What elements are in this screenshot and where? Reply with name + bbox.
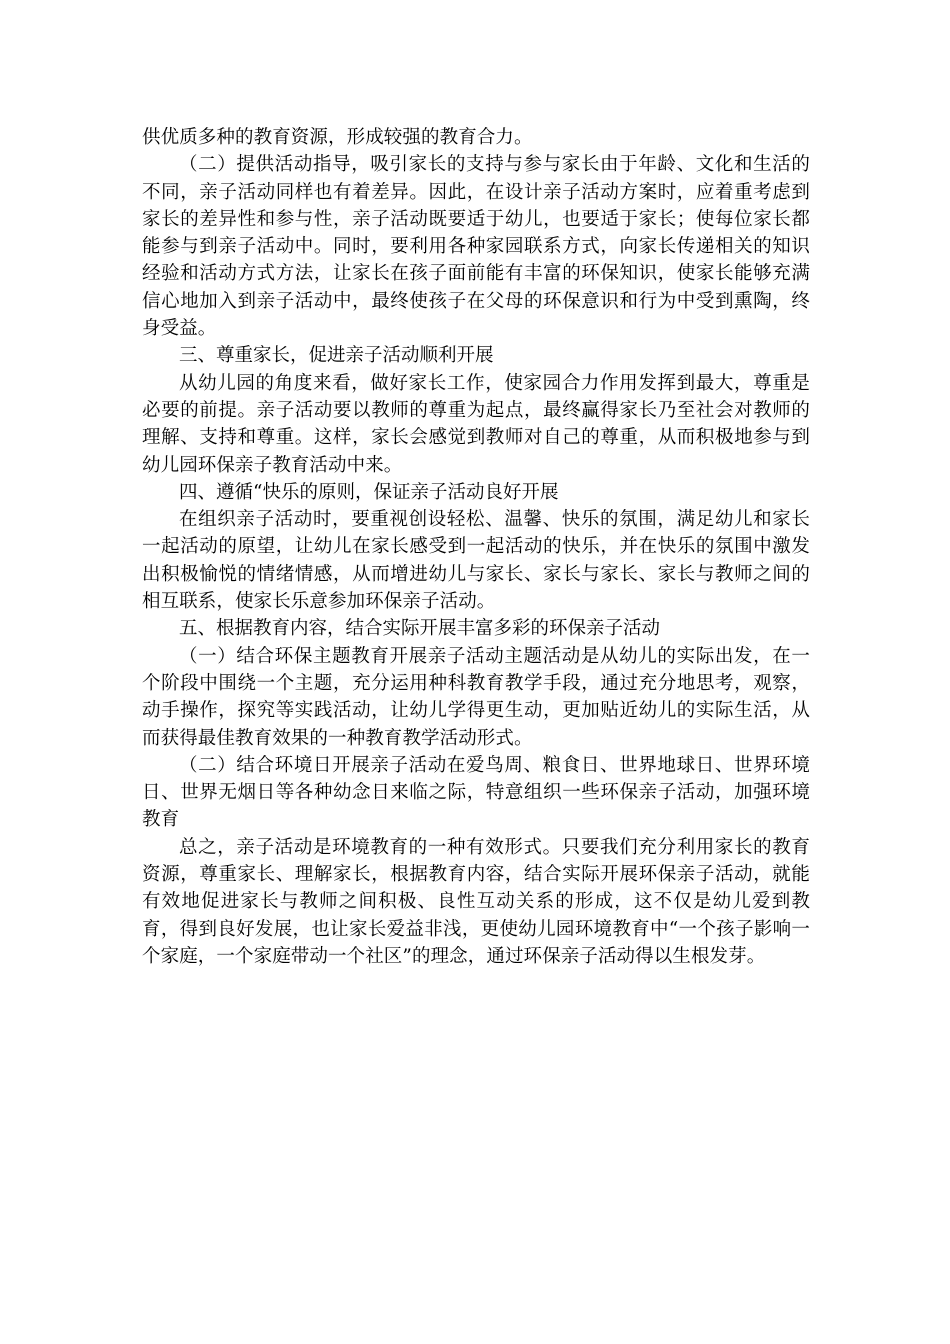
section-heading-happy-principle: 四、遵循“快乐的原则，保证亲子活动良好开展 <box>179 481 559 503</box>
paragraph-conclusion: 总之，亲子活动是环境教育的一种有效形式。只要我们充分利用家长的教育资源，尊重家长、理解家长，根据教育内容，结合实际开展环保亲子活动，就能有效地促进家长与教师之间积极、良性互动关系的形成，这不仅是幼儿爱到教育，得到良好发展，也让家长爱益非浅，更使幼儿园环境教育中“一个孩子影响一个家庭，一个家庭带动一个社区”的理念，通过环保亲子活动得以生根发芽。 <box>142 836 810 967</box>
paragraph-theme-education: （一）结合环保主题教育开展亲子活动主题活动是从幼儿的实际出发，在一个阶段中围绕一个主题，充分运用种科教育教学手段，通过充分地思考，观察，动手操作，探究等实践活动，让幼儿学得更生动，更加贴近幼儿的实际生活，从而获得最佳教育效果的一种教育教学活动形式。 <box>142 645 810 749</box>
paragraph-environment-day: （二）结合环境日开展亲子活动在爱鸟周、粮食日、世界地球日、世界环境日、世界无烟日等各种幼念日来临之际，特意组织一些环保亲子活动，加强环境教育 <box>142 754 810 831</box>
document-page <box>142 124 810 970</box>
section-heading-education-content: 五、根据教育内容，结合实际开展丰富多彩的环保亲子活动 <box>179 618 661 640</box>
section-heading-respect-parents: 三、尊重家长，促进亲子活动顺利开展 <box>179 345 494 367</box>
paragraph-activity-guidance: （二）提供活动指导，吸引家长的支持与参与家长由于年龄、文化和生活的不同，亲子活动同样也有着差异。因此，在设计亲子活动方案时，应着重考虑到家长的差异性和参与性，亲子活动既要适于幼儿，也要适于家长；使每位家长都能参与到亲子活动中。同时，要利用各种家园联系方式，向家长传递相关的知识经验和活动方式方法，让家长在孩子面前能有丰富的环保知识，使家长能够充满信心地加入到亲子活动中，最终使孩子在父母的环保意识和行为中受到熏陶，终身受益。 <box>142 154 810 340</box>
paragraph-continuation: 供优质多种的教育资源，形成较强的教育合力。 <box>142 127 533 148</box>
paragraph-respect-parents: 从幼儿园的角度来看，做好家长工作，使家园合力作用发挥到最大，尊重是必要的前提。亲子活动要以教师的尊重为起点，最终赢得家长乃至社会对教师的理解、支持和尊重。这样，家长会感觉到教师对自己的尊重，从而积极地参与到幼儿园环保亲子教育活动中来。 <box>142 372 810 476</box>
paragraph-happy-principle: 在组织亲子活动时，要重视创设轻松、温馨、快乐的氛围，满足幼儿和家长一起活动的原望，让幼儿在家长感受到一起活动的快乐，并在快乐的氛围中激发出积极愉悦的情绪情感，从而增进幼儿与家长、家长与家长、家长与教师之间的相互联系，使家长乐意参加环保亲子活动。 <box>142 509 810 613</box>
